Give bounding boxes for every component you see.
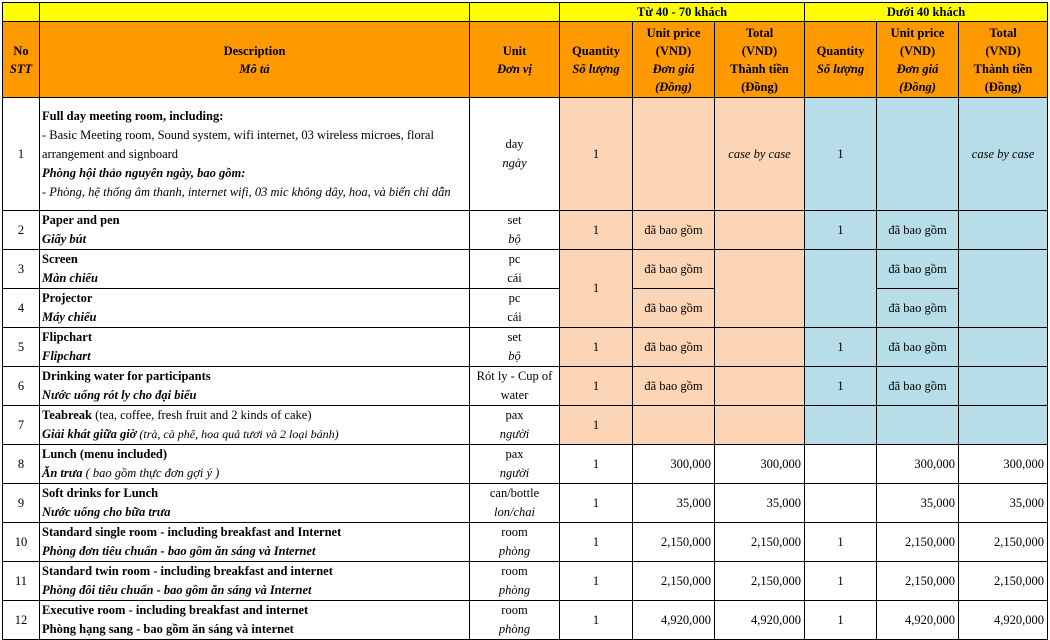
row-quantity-2 [805,445,877,484]
row-number: 7 [3,406,40,445]
row-number: 2 [3,211,40,250]
row-total-1: 4,920,000 [715,601,805,640]
row-quantity-1: 1 [560,523,633,562]
row-total-1: 35,000 [715,484,805,523]
group-header-under-40: Dưới 40 khách [805,3,1048,22]
table-row [3,328,1048,367]
col-header-description: Description Mô tả [40,22,470,98]
row-description: Full day meeting room, including: - Basic Meeting room, Sound system, wifi internet, 03 wireless microes, floral arrangement and signboard Phòng hội thảo nguyên ngày, bao gồm: - Phòng, hệ thống âm thanh, internet wifi, 03 mic không dây, hoa, và biển chỉ dẫn [40,98,470,211]
table-row [3,445,1048,484]
table-row [3,98,1048,211]
table-row [3,406,1048,445]
row-total-1 [715,328,805,367]
row-quantity-1: 1 [560,445,633,484]
row-unit: pax người [470,445,560,484]
corner-cell [470,3,560,22]
row-quantity-1: 1 [560,484,633,523]
row-unit: Rót ly - Cup of water [470,367,560,406]
table-row [3,211,1048,250]
row-unit-price-1: đã bao gồm [633,328,715,367]
row-quantity-2: 1 [805,562,877,601]
row-quantity-2: 1 [805,601,877,640]
row-unit: room phòng [470,601,560,640]
row-number: 12 [3,601,40,640]
col-header-total-1: Total (VND) Thành tiền (Đồng) [715,22,805,98]
row-unit-price-2: đã bao gồm [877,289,959,328]
corner-cell [3,3,40,22]
row-unit-price-2: đã bao gồm [877,211,959,250]
row-unit-price-2: 35,000 [877,484,959,523]
row-unit-price-1: 35,000 [633,484,715,523]
row-quantity-2 [805,406,877,445]
table-row [3,250,1048,289]
row-total-1: 300,000 [715,445,805,484]
row-description: Soft drinks for Lunch Nước uống cho bữa trưa [40,484,470,523]
row-description: Executive room - including breakfast and internet Phòng hạng sang - bao gồm ăn sáng và internet [40,601,470,640]
row-quantity-1-merged: 1 [560,250,633,328]
row-unit-price-1 [633,406,715,445]
row-total-1 [715,406,805,445]
row-unit: pax người [470,406,560,445]
row-unit-price-2 [877,406,959,445]
row-unit: set bộ [470,211,560,250]
col-header-unit-price-2: Unit price (VND) Đơn giá (Đồng) [877,22,959,98]
row-total-2 [959,406,1048,445]
row-total-2-merged [959,250,1048,328]
row-quantity-1: 1 [560,328,633,367]
row-total-2: 2,150,000 [959,523,1048,562]
row-unit-price-1: 300,000 [633,445,715,484]
row-unit-price-1: 2,150,000 [633,562,715,601]
row-quantity-2 [805,484,877,523]
row-total-1: 2,150,000 [715,523,805,562]
row-total-1 [715,367,805,406]
row-number: 3 [3,250,40,289]
table-row [3,484,1048,523]
row-quantity-1: 1 [560,601,633,640]
row-unit-price-2: 300,000 [877,445,959,484]
row-unit: room phòng [470,523,560,562]
corner-cell [40,3,470,22]
row-total-2: 35,000 [959,484,1048,523]
row-description: Lunch (menu included) Ăn trưa ( bao gồm thực đơn gợi ý ) [40,445,470,484]
row-unit-price-2: đã bao gồm [877,367,959,406]
row-quantity-1: 1 [560,406,633,445]
col-header-no: No STT [3,22,40,98]
row-quantity-2: 1 [805,98,877,211]
col-header-unit: Unit Đơn vị [470,22,560,98]
row-unit-price-1: 2,150,000 [633,523,715,562]
row-unit: set bộ [470,328,560,367]
row-total-1 [715,211,805,250]
row-total-2: 300,000 [959,445,1048,484]
table-row [3,601,1048,640]
row-quantity-2: 1 [805,367,877,406]
row-number: 9 [3,484,40,523]
row-description: Drinking water for participants Nước uống rót ly cho đại biểu [40,367,470,406]
row-unit-price-2: đã bao gồm [877,328,959,367]
row-quantity-2: 1 [805,523,877,562]
row-number: 10 [3,523,40,562]
row-quantity-2: 1 [805,328,877,367]
row-unit: day ngày [470,98,560,211]
row-number: 8 [3,445,40,484]
row-quantity-1: 1 [560,98,633,211]
row-total-2: 2,150,000 [959,562,1048,601]
row-unit-price-2: 4,920,000 [877,601,959,640]
row-unit-price-2: 2,150,000 [877,523,959,562]
table-row [3,289,1048,328]
table-row [3,523,1048,562]
row-unit-price-2 [877,98,959,211]
group-header-40-70: Từ 40 - 70 khách [560,3,805,22]
row-description: Screen Màn chiếu [40,250,470,289]
row-number: 11 [3,562,40,601]
row-total-1: case by case [715,98,805,211]
row-total-2 [959,328,1048,367]
row-unit: pc cái [470,250,560,289]
row-quantity-2: 1 [805,211,877,250]
col-header-unit-price-1: Unit price (VND) Đơn giá (Đồng) [633,22,715,98]
row-description: Teabreak (tea, coffee, fresh fruit and 2 kinds of cake) Giải khát giữa giờ (trà, cà phê, hoa quả tươi và 2 loại bánh) [40,406,470,445]
row-quantity-2-merged [805,250,877,328]
row-unit-price-1: đã bao gồm [633,211,715,250]
row-description: Paper and pen Giấy bút [40,211,470,250]
row-description: Projector Máy chiếu [40,289,470,328]
row-unit-price-2: 2,150,000 [877,562,959,601]
row-description: Flipchart Flipchart [40,328,470,367]
row-number: 6 [3,367,40,406]
row-number: 5 [3,328,40,367]
row-unit-price-1: đã bao gồm [633,367,715,406]
row-quantity-1: 1 [560,367,633,406]
table-row [3,562,1048,601]
row-unit-price-1: đã bao gồm [633,250,715,289]
col-header-total-2: Total (VND) Thành tiền (Đồng) [959,22,1048,98]
row-unit-price-1 [633,98,715,211]
row-unit: room phòng [470,562,560,601]
row-unit: pc cái [470,289,560,328]
row-unit: can/bottle lon/chai [470,484,560,523]
row-total-2 [959,211,1048,250]
col-header-quantity-1: Quantity Số lượng [560,22,633,98]
row-total-2: case by case [959,98,1048,211]
row-unit-price-1: 4,920,000 [633,601,715,640]
table-row [3,367,1048,406]
price-table [2,2,1048,640]
row-total-1-merged [715,250,805,328]
row-unit-price-2: đã bao gồm [877,250,959,289]
row-description: Standard twin room - including breakfast and internet Phòng đôi tiêu chuẩn - bao gồm ăn sáng và Internet [40,562,470,601]
row-total-2: 4,920,000 [959,601,1048,640]
row-total-1: 2,150,000 [715,562,805,601]
row-total-2 [959,367,1048,406]
col-header-quantity-2: Quantity Số lượng [805,22,877,98]
row-number: 1 [3,98,40,211]
row-quantity-1: 1 [560,211,633,250]
row-number: 4 [3,289,40,328]
row-quantity-1: 1 [560,562,633,601]
row-unit-price-1: đã bao gồm [633,289,715,328]
row-description: Standard single room - including breakfast and Internet Phòng đơn tiêu chuẩn - bao gồm ăn sáng và Internet [40,523,470,562]
